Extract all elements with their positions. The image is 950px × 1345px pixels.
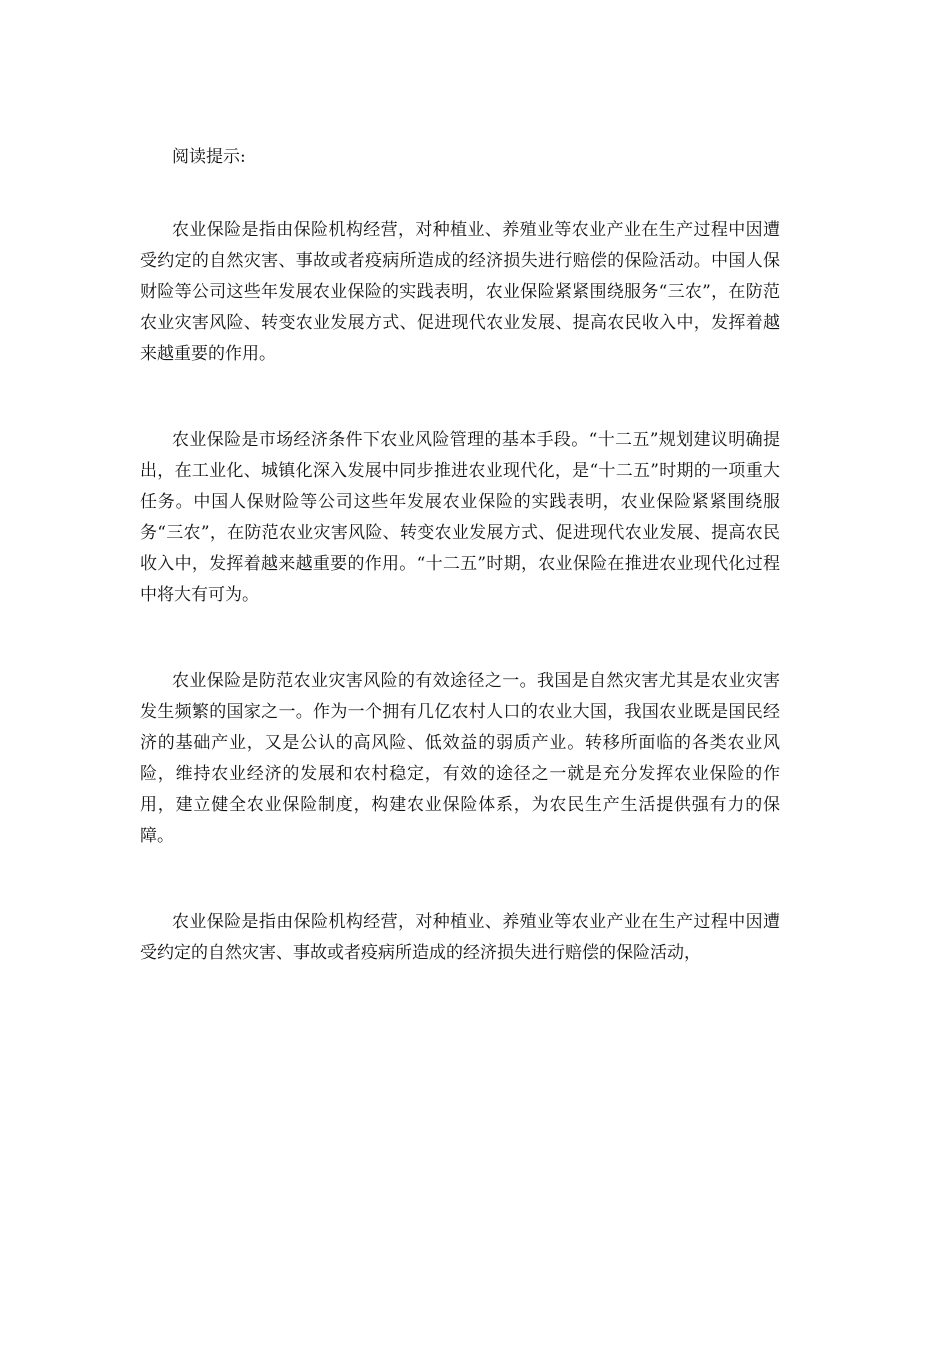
reading-tip-label: 阅读提示: <box>172 147 246 167</box>
paragraph-3: 农业保险是防范农业灾害风险的有效途径之一。我国是自然灾害尤其是农业灾害发生频繁的国家之一。作为一个拥有几亿农村人口的农业大国，我国农业既是国民经济的基础产业，又是公认的高风险、低效益的弱质产业。转移所面临的各类农业风险，维持农业经济的发展和农村稳定，有效的途径之一就是充分发挥农业保险的作用，建立健全农业保险制度，构建农业保险体系，为农民生产生活提供强有力的保障。 <box>140 671 780 846</box>
paragraph-1: 农业保险是指由保险机构经营，对种植业、养殖业等农业产业在生产过程中因遭受约定的自然灾害、事故或者疫病所造成的经济损失进行赔偿的保险活动。中国人保财险等公司这些年发展农业保险的实践表明，农业保险紧紧围绕服务“三农”，在防范农业灾害风险、转变农业发展方式、促进现代农业发展、提高农民收入中，发挥着越来越重要的作用。 <box>140 220 780 364</box>
document-body <box>140 142 780 969</box>
paragraph-4: 农业保险是指由保险机构经营，对种植业、养殖业等农业产业在生产过程中因遭受约定的自然灾害、事故或者疫病所造成的经济损失进行赔偿的保险活动， <box>140 912 780 963</box>
paragraph-2: 农业保险是市场经济条件下农业风险管理的基本手段。“十二五”规划建议明确提出，在工业化、城镇化深入发展中同步推进农业现代化，是“十二五”时期的一项重大任务。中国人保财险等公司这些年发展农业保险的实践表明，农业保险紧紧围绕服务“三农”，在防范农业灾害风险、转变农业发展方式、促进现代农业发展、提高农民收入中，发挥着越来越重要的作用。“十二五”时期，农业保险在推进农业现代化过程中将大有可为。 <box>140 430 780 605</box>
